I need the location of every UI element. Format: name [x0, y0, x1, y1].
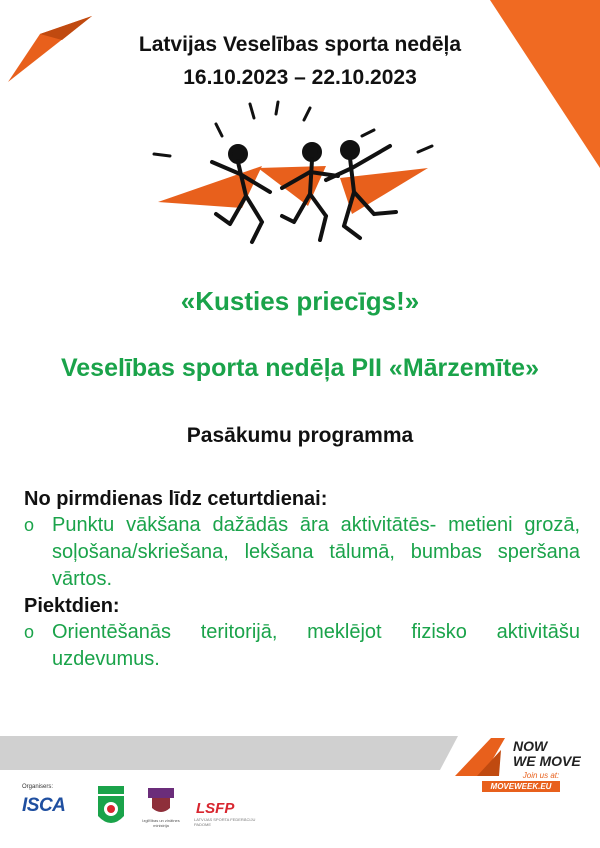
program-title: Pasākumu programma — [186, 424, 414, 447]
ministry-coat-of-arms-icon — [146, 786, 176, 816]
event-header — [0, 28, 600, 94]
join-us-label: Join us at: — [522, 771, 560, 780]
dancing-figures-illustration — [150, 96, 450, 261]
activity-text: Punktu vākšana dažādās āra aktivitātēs- metieni grozā, soļošana/skriešana, lekšana tālumā, bumbas speršana vārtos. — [52, 514, 580, 590]
kindergarten-event-title: Veselības sporta nedēļa PII «Mārzemīte» — [60, 354, 539, 382]
schedule-section — [24, 486, 580, 593]
slogan: «Kusties priecīgs!» — [180, 286, 420, 316]
day-heading: Piektdien: — [24, 595, 120, 617]
now-we-move-wordmark: NOW WE MOVE — [513, 738, 581, 769]
lsfp-logo: LSFP — [196, 800, 235, 817]
schedule-section — [24, 593, 580, 673]
ltsa-logo-icon — [96, 786, 126, 830]
lsfp-logo-text: LATVIJAS SPORTA FEDERĀCIJU PADOME — [194, 817, 256, 827]
list-item — [24, 512, 580, 593]
footer-band — [0, 736, 460, 776]
moveweek-url: MOVEWEEK.EU — [482, 781, 560, 792]
activity-text: Orientēšanās teritorijā, meklējot fizisko aktivitāšu uzdevumus. — [52, 621, 580, 670]
organisers-label: Organisers: — [22, 784, 54, 790]
ministry-logo-text: Izglītības un zinātnes ministrija — [142, 818, 180, 828]
event-dates: 16.10.2023 – 22.10.2023 — [183, 66, 417, 89]
bullet-marker: o — [24, 515, 35, 535]
bullet-marker: o — [24, 622, 35, 642]
event-title: Latvijas Veselības sporta nedēļa — [138, 33, 462, 56]
isca-logo: ISCA — [22, 795, 66, 816]
schedule — [24, 486, 580, 673]
day-heading: No pirmdienas līdz ceturtdienai: — [24, 488, 328, 510]
list-item — [24, 619, 580, 673]
